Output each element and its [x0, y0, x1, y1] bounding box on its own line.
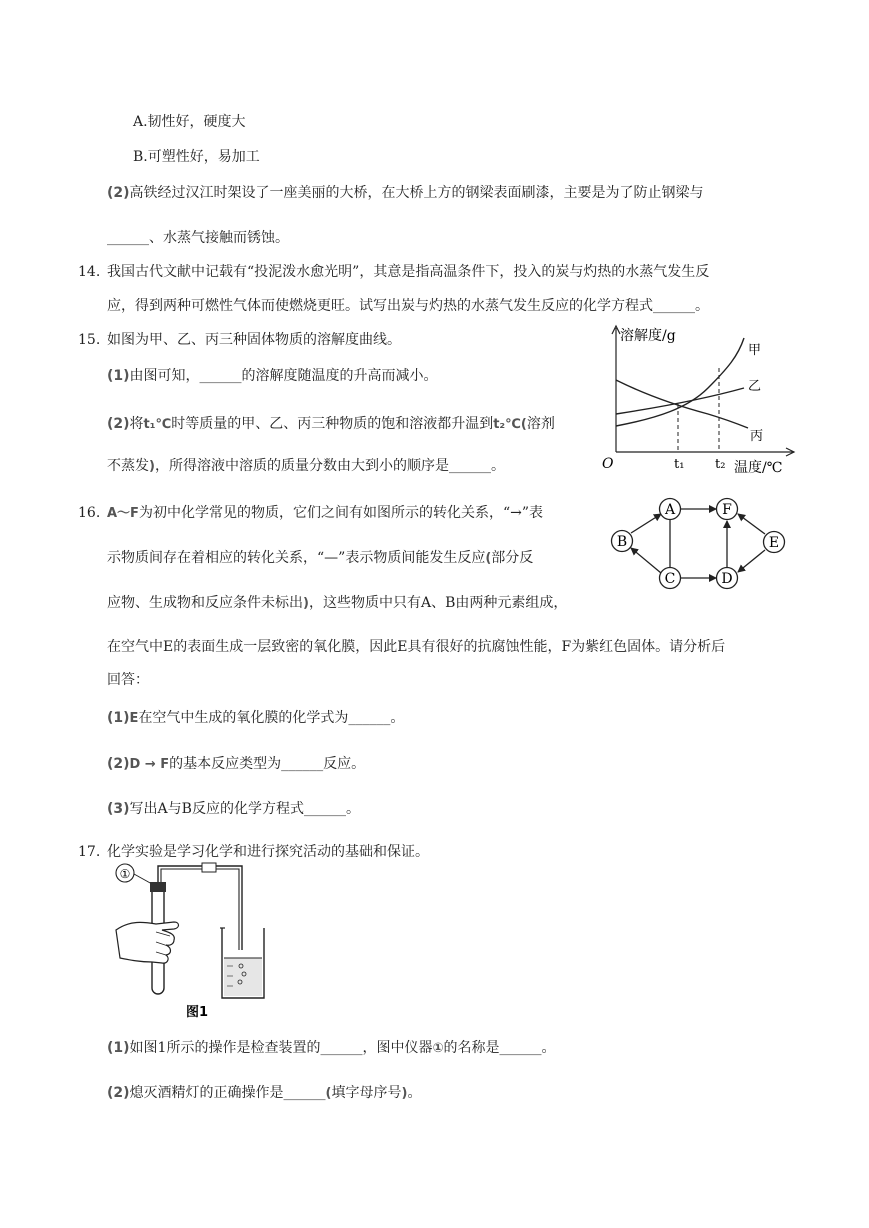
q13-part2 [107, 183, 704, 203]
x-axis-label: 温度/℃ [734, 460, 783, 476]
part-label: (2) [107, 416, 130, 432]
question-number: 16. [78, 505, 101, 521]
q16-line1: A～F为初中化学常见的物质，它们之间有如图所示的转化关系，“→”表 [107, 505, 543, 521]
part-label: (2) [107, 756, 130, 772]
curve-jia [616, 338, 744, 426]
svg-text:C: C [664, 571, 676, 587]
circled-one: ① [432, 1041, 444, 1056]
figure-label: 图1 [186, 1005, 209, 1020]
q17-intro: 化学实验是学习化学和进行探究活动的基础和保证。 [107, 844, 429, 860]
stopper [150, 882, 166, 892]
svg-text:D: D [721, 571, 733, 587]
edge-c-b [631, 548, 661, 573]
node-c [660, 568, 681, 589]
q16-part3: (3)写出A与B反应的化学方程式______。 [107, 801, 360, 817]
q14-line2: 应，得到两种可燃性气体而使燃烧更旺。试写出炭与灼热的水蒸气发生反应的化学方程式______。 [107, 298, 709, 314]
y-axis-label: 溶解度/g [620, 328, 676, 344]
label-yi: 乙 [748, 379, 762, 394]
part-text: 由图可知，______的溶解度随温度的升高而减小。 [129, 368, 438, 384]
option-a: A.韧性好，硬度大 [133, 114, 246, 130]
airtightness-check-figure [112, 862, 282, 1020]
q16-line4: 在空气中E的表面生成一层致密的氧化膜，因此E具有很好的抗腐蚀性能，F为紫红色固体。请分析后 [107, 639, 726, 655]
svg-text:E: E [768, 535, 780, 551]
q15-part2-line2: 不蒸发)，所得溶液中溶质的质量分数由大到小的顺序是______。 [107, 458, 505, 474]
part-label: (3) [107, 801, 130, 817]
q16-line5: 回答： [107, 672, 149, 688]
part-label: (1) [107, 368, 130, 384]
edge-e-f [738, 514, 765, 534]
solubility-curve-chart [598, 318, 798, 480]
curve-yi [616, 388, 744, 414]
svg-text:B: B [616, 534, 628, 550]
edge-e-d [738, 550, 765, 572]
svg-text:F: F [722, 502, 732, 518]
q16-part1: (1)E在空气中生成的氧化膜的化学式为______。 [107, 710, 405, 726]
node-f [717, 499, 738, 520]
node-e [764, 532, 785, 553]
label-jia: 甲 [748, 343, 762, 358]
q17-part1: (1)如图1所示的操作是检查装置的______，图中仪器①的名称是______。 [107, 1040, 556, 1056]
part-label: (1) [107, 1040, 130, 1056]
q13-part2-line2: ______、水蒸气接触而锈蚀。 [107, 230, 289, 246]
t1-tick: t₁ [674, 457, 685, 472]
t1-symbol: t₁ [143, 417, 156, 432]
instrument-marker: ① [119, 867, 131, 881]
q15-part2: (2)将t₁℃时等质量的甲、乙、丙三种物质的饱和溶液都升温到t₂℃(溶剂 [107, 416, 555, 432]
q15-part1 [107, 366, 438, 386]
label-bing: 丙 [750, 429, 764, 444]
node-d [717, 568, 738, 589]
question-number: 17. [78, 844, 101, 860]
edge-b-a [631, 514, 661, 533]
question-number: 14. [78, 264, 101, 280]
origin-label: O [602, 456, 614, 472]
part-text: 高铁经过汉江时架设了一座美丽的大桥，在大桥上方的钢梁表面刷漆，主要是为了防止钢梁与 [129, 185, 704, 201]
q15-intro: 如图为甲、乙、丙三种固体物质的溶解度曲线。 [107, 332, 401, 348]
q16-line2: 示物质间存在着相应的转化关系，“—”表示物质间能发生反应(部分反 [107, 550, 534, 566]
substance-relation-diagram [606, 494, 796, 598]
question-number: 15. [78, 332, 101, 348]
part-label: (2) [107, 185, 130, 201]
q17-part2: (2)熄灭酒精灯的正确操作是______(填字母序号)。 [107, 1085, 422, 1101]
af-symbol: A～F [107, 506, 139, 521]
q16-part2: (2)D → F的基本反应类型为______反应。 [107, 756, 366, 772]
t2-symbol: t₂ [493, 417, 506, 432]
q16-line3: 应物、生成物和反应条件未标出)，这些物质中只有A、B由两种元素组成， [107, 595, 568, 611]
option-b: B.可塑性好，易加工 [133, 149, 260, 165]
node-b [612, 531, 633, 552]
part-label: (2) [107, 1085, 130, 1101]
part-label: (1) [107, 710, 130, 726]
q14-line1: 我国古代文献中记载有“投泥泼水愈光明”，其意是指高温条件下，投入的炭与灼热的水蒸气发生反 [107, 264, 710, 280]
svg-text:A: A [664, 502, 676, 518]
node-a [660, 499, 681, 520]
t2-tick: t₂ [715, 457, 726, 472]
hand [116, 922, 179, 963]
curve-bing [616, 380, 748, 428]
